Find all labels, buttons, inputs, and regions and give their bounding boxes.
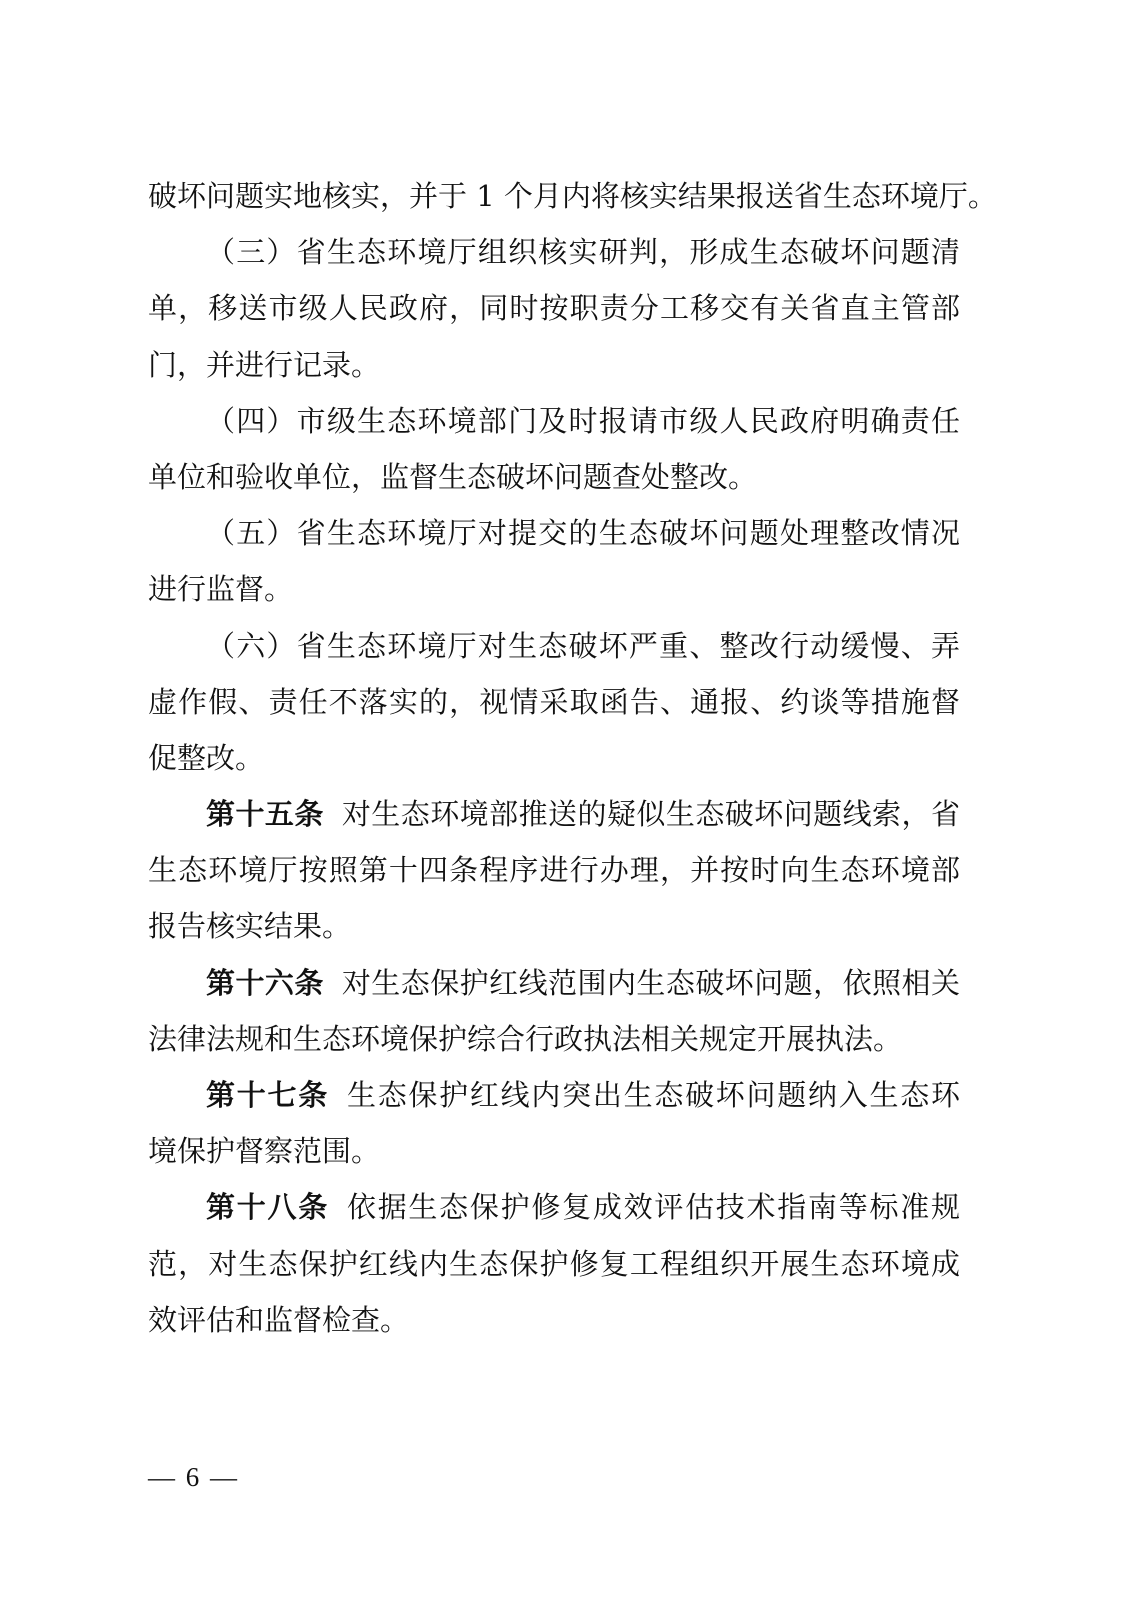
text-line xyxy=(148,1067,960,1123)
text-line xyxy=(148,1236,960,1292)
line-text: 虚作假、责任不落实的，视情采取函告、通报、约谈等措施督 xyxy=(148,684,960,719)
text-line xyxy=(148,1292,960,1348)
text-line xyxy=(148,730,960,786)
article-heading: 第十八条 xyxy=(206,1190,329,1225)
line-text: 对生态环境部推送的疑似生态破坏问题线索，省 xyxy=(341,797,960,832)
text-line xyxy=(148,393,960,449)
line-text: （五）省生态环境厅对提交的生态破坏问题处理整改情况 xyxy=(206,516,960,551)
line-text: 破坏问题实地核实，并于 1 个月内将核实结果报送省生态环境厅。 xyxy=(148,179,997,213)
text-line xyxy=(148,618,960,674)
text-line xyxy=(148,280,960,336)
line-text: 生态保护红线内突出生态破坏问题纳入生态环 xyxy=(346,1078,960,1112)
text-line xyxy=(148,449,960,505)
line-text: 门，并进行记录。 xyxy=(148,347,381,382)
line-text: （六）省生态环境厅对生态破坏严重、整改行动缓慢、弄 xyxy=(206,628,960,663)
line-text: 范，对生态保护红线内生态保护修复工程组织开展生态环境成 xyxy=(148,1246,960,1281)
line-text: 进行监督。 xyxy=(148,572,294,607)
line-text: 境保护督察范围。 xyxy=(148,1134,381,1169)
text-line xyxy=(148,505,960,561)
text-line xyxy=(148,955,960,1011)
document-body xyxy=(148,168,997,1348)
text-line xyxy=(148,786,960,842)
text-line xyxy=(148,1011,960,1067)
article-heading: 第十五条 xyxy=(206,797,324,832)
text-line xyxy=(148,561,960,617)
text-line xyxy=(148,224,960,280)
line-text: 效评估和监督检查。 xyxy=(148,1302,410,1337)
line-text: 报告核实结果。 xyxy=(148,909,352,944)
line-text: 单位和验收单位，监督生态破坏问题查处整改。 xyxy=(148,459,758,494)
line-text: 单，移送市级人民政府，同时按职责分工移交有关省直主管部 xyxy=(148,291,960,326)
text-line xyxy=(148,1123,960,1179)
line-text: 促整改。 xyxy=(148,740,265,775)
text-line xyxy=(148,1179,960,1235)
line-text: （三）省生态环境厅组织核实研判，形成生态破坏问题清 xyxy=(206,235,960,270)
text-line xyxy=(148,337,960,393)
article-heading: 第十六条 xyxy=(206,965,324,1000)
article-heading: 第十七条 xyxy=(206,1078,329,1112)
text-line xyxy=(148,898,960,954)
page-number: — 6 — xyxy=(148,1462,239,1492)
text-line xyxy=(148,168,997,224)
line-text: 对生态保护红线范围内生态破坏问题，依照相关 xyxy=(341,965,960,1000)
text-line xyxy=(148,842,960,898)
line-text: 法律法规和生态环境保护综合行政执法相关规定开展执法。 xyxy=(148,1021,903,1056)
line-text: 依据生态保护修复成效评估技术指南等标准规 xyxy=(346,1190,960,1225)
text-line xyxy=(148,674,960,730)
line-text: 生态环境厅按照第十四条程序进行办理，并按时向生态环境部 xyxy=(148,853,960,888)
line-text: （四）市级生态环境部门及时报请市级人民政府明确责任 xyxy=(206,403,960,438)
